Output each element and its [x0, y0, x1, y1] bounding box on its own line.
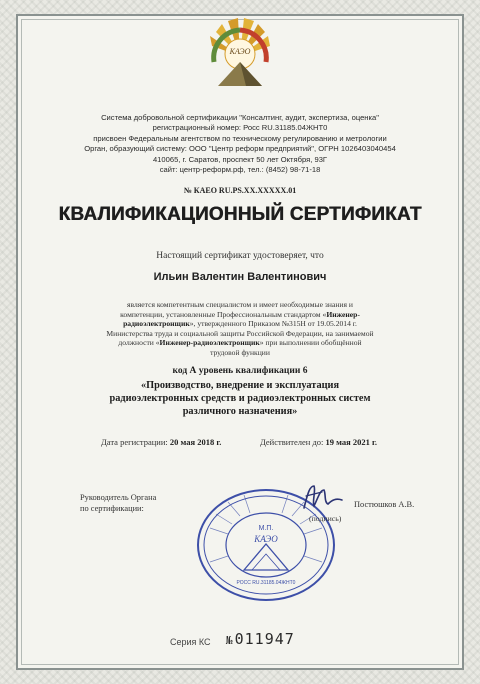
labor-function: [40, 380, 440, 418]
body-bold-part: Инженер-: [326, 309, 360, 319]
serial-no-sign: №: [226, 634, 233, 647]
issuer-line: Орган, образующий систему: ООО "Центр реформ предприятий", ОГРН 1026403040454: [84, 144, 396, 154]
qualification-body: [60, 300, 420, 358]
registration-date-label: Дата регистрации:: [101, 437, 168, 447]
body-text-part: должности «: [118, 338, 160, 348]
issuer-line: 410065, г. Саратов, проспект 50 лет Октября, 93Г: [152, 154, 328, 164]
person-name: Ильин Валентин Валентинович: [153, 271, 327, 283]
body-text-part: » при выполнении обобщённой: [259, 338, 362, 348]
signatory-label-line: Руководитель Органа: [80, 493, 157, 502]
signatory-name: Постюшков А.В.: [354, 500, 415, 509]
certificate-title: КВАЛИФИКАЦИОННЫЙ СЕРТИФИКАТ: [58, 204, 422, 225]
body-line: Министерства труда и социальной защиты Российской Федерации, на занимаемой: [106, 328, 374, 338]
qualification-level: код А уровень квалификации 6: [172, 366, 308, 376]
registration-date: [101, 437, 221, 447]
body-line: [60, 319, 420, 329]
function-line: различного назначения»: [182, 405, 298, 417]
body-line: [60, 338, 420, 348]
issuer-line: присвоен Федеральным агентством по техническому регулированию и метрологии: [93, 133, 387, 143]
signature-caption: (подпись): [309, 514, 342, 523]
kaeo-logo-icon: [198, 16, 282, 88]
valid-until-date: [260, 437, 377, 447]
issuer-line: регистрационный номер: Росс RU.31185.04ЖНТ0: [152, 123, 328, 133]
intro-text: Настоящий сертификат удостоверяет, что: [156, 251, 324, 261]
serial-value: 011947: [234, 630, 295, 648]
function-line: радиоэлектронных средств и радиоэлектронных систем: [109, 392, 371, 404]
certificate-number: № КАЕО RU.PS.XX.XXXXX.01: [183, 186, 297, 195]
stamp-logo-text: КАЭО: [254, 534, 278, 544]
body-text-part: », утвержденного Приказом №315Н от 19.05.2014 г.: [189, 319, 357, 329]
body-bold-part: радиоэлектронщик: [123, 319, 190, 329]
body-line: является компетентным специалистом и имеет необходимые знания и: [127, 300, 353, 309]
logo-text: КАЭО: [229, 47, 251, 56]
signatory-label: [80, 492, 156, 514]
function-line: «Производство, внедрение и эксплуатация: [140, 380, 340, 391]
registration-date-value: 20 мая 2018 г.: [169, 437, 222, 447]
signatory-label-line: по сертификации:: [80, 504, 144, 513]
valid-until-value: 19 мая 2021 г.: [325, 437, 377, 447]
issuer-line: Система добровольной сертификации "Консалтинг, аудит, экспертиза, оценка": [101, 113, 379, 122]
body-line: трудовой функции: [210, 347, 270, 357]
handwritten-signature: [300, 480, 346, 514]
serial-number: [226, 630, 295, 648]
body-bold-part: Инженер-радиоэлектронщик: [159, 338, 260, 348]
series-label: Серия КС: [170, 637, 211, 647]
body-text-part: компетенции, установленные Профессиональным стандартом «: [120, 309, 327, 319]
valid-until-label: Действителен до:: [260, 437, 324, 447]
issuer-info: [40, 113, 440, 175]
body-line: [60, 310, 420, 320]
stamp-mp: М.П.: [258, 525, 274, 532]
stamp-registration: РОСС RU.31185.04ЖНТ0: [236, 580, 296, 586]
issuer-line: сайт: центр-реформ.рф, тел.: (8452) 98-71-18: [159, 165, 321, 175]
